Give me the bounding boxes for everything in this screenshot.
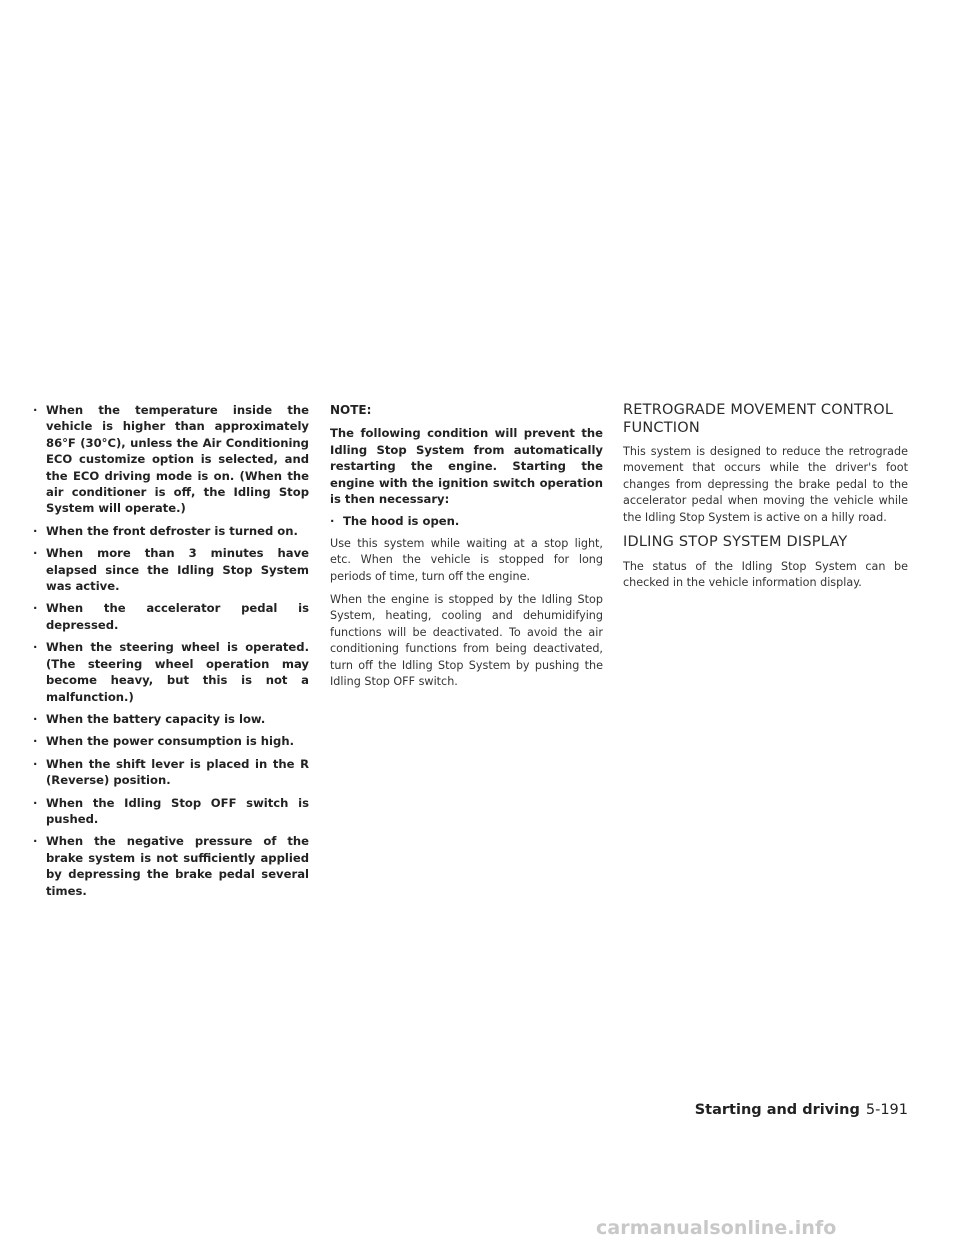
paragraph-usage: Use this system while waiting at a stop light, etc. When the vehicle is stopped for long periods of time, turn off the engine. [330,536,603,583]
list-item: · When the Idling Stop OFF switch is pushed. [33,795,309,826]
section-title: Starting and driving [694,1102,860,1118]
list-item: · When the negative pressure of the brake system is not sufficiently applied by depressing the brake pedal several times. [33,834,309,898]
list-item: · When the temperature inside the vehicle is higher than approximately 86°F (30°C), unless the Air Conditioning ECO customize option is selected, and the ECO driving mode is on. (When the air conditioner is off, the Idling Stop System will operate.) [33,403,309,516]
heading-display: IDLING STOP SYSTEM DISPLAY [623,534,848,551]
list-item: · The hood is open. [330,514,460,529]
column-right [623,402,908,598]
list-item: · When the accelerator pedal is depressed. [33,601,309,632]
list-item: · When more than 3 minutes have elapsed since the Idling Stop System was active. [33,546,309,594]
paragraph-retrograde: This system is designed to reduce the retrograde movement that occurs while the driver's foot changes from depressing the brake pedal to the accelerator pedal when moving the vehicle while the Idling Stop System is active on a hilly road. [623,445,908,524]
column-middle [330,402,603,698]
condition-list [33,402,309,899]
paragraph-air-conditioning: When the engine is stopped by the Idling Stop System, heating, cooling and dehumidifying functions will be deactivated. To avoid the air conditioning functions from being deactivated, turn off the Idling Stop System by pushing the Idling Stop OFF switch. [330,593,603,689]
heading-retrograde: RETROGRADE MOVEMENT CONTROL FUNCTION [623,402,894,436]
page-number: 5-191 [865,1102,908,1118]
list-item: · When the shift lever is placed in the R (Reverse) position. [33,756,309,788]
list-item: · When the battery capacity is low. [33,711,266,726]
list-item: · When the power consumption is high. [33,734,294,749]
page-footer [695,1102,908,1118]
paragraph-display: The status of the Idling Stop System can be checked in the vehicle information display. [623,559,908,589]
watermark[interactable]: carmanualsonline.info [596,1217,837,1239]
column-left [33,402,309,905]
note-list [330,513,603,529]
list-item: · When the front defroster is turned on. [33,523,298,538]
note-body: The following condition will prevent the Idling Stop System from automatically restarting the engine. Starting the engine with the ignition switch operation is then necessary: [330,426,603,507]
list-item: · When the steering wheel is operated. (The steering wheel operation may become heavy, but this is not a malfunction.) [33,640,309,704]
note-heading: NOTE: [330,403,372,417]
